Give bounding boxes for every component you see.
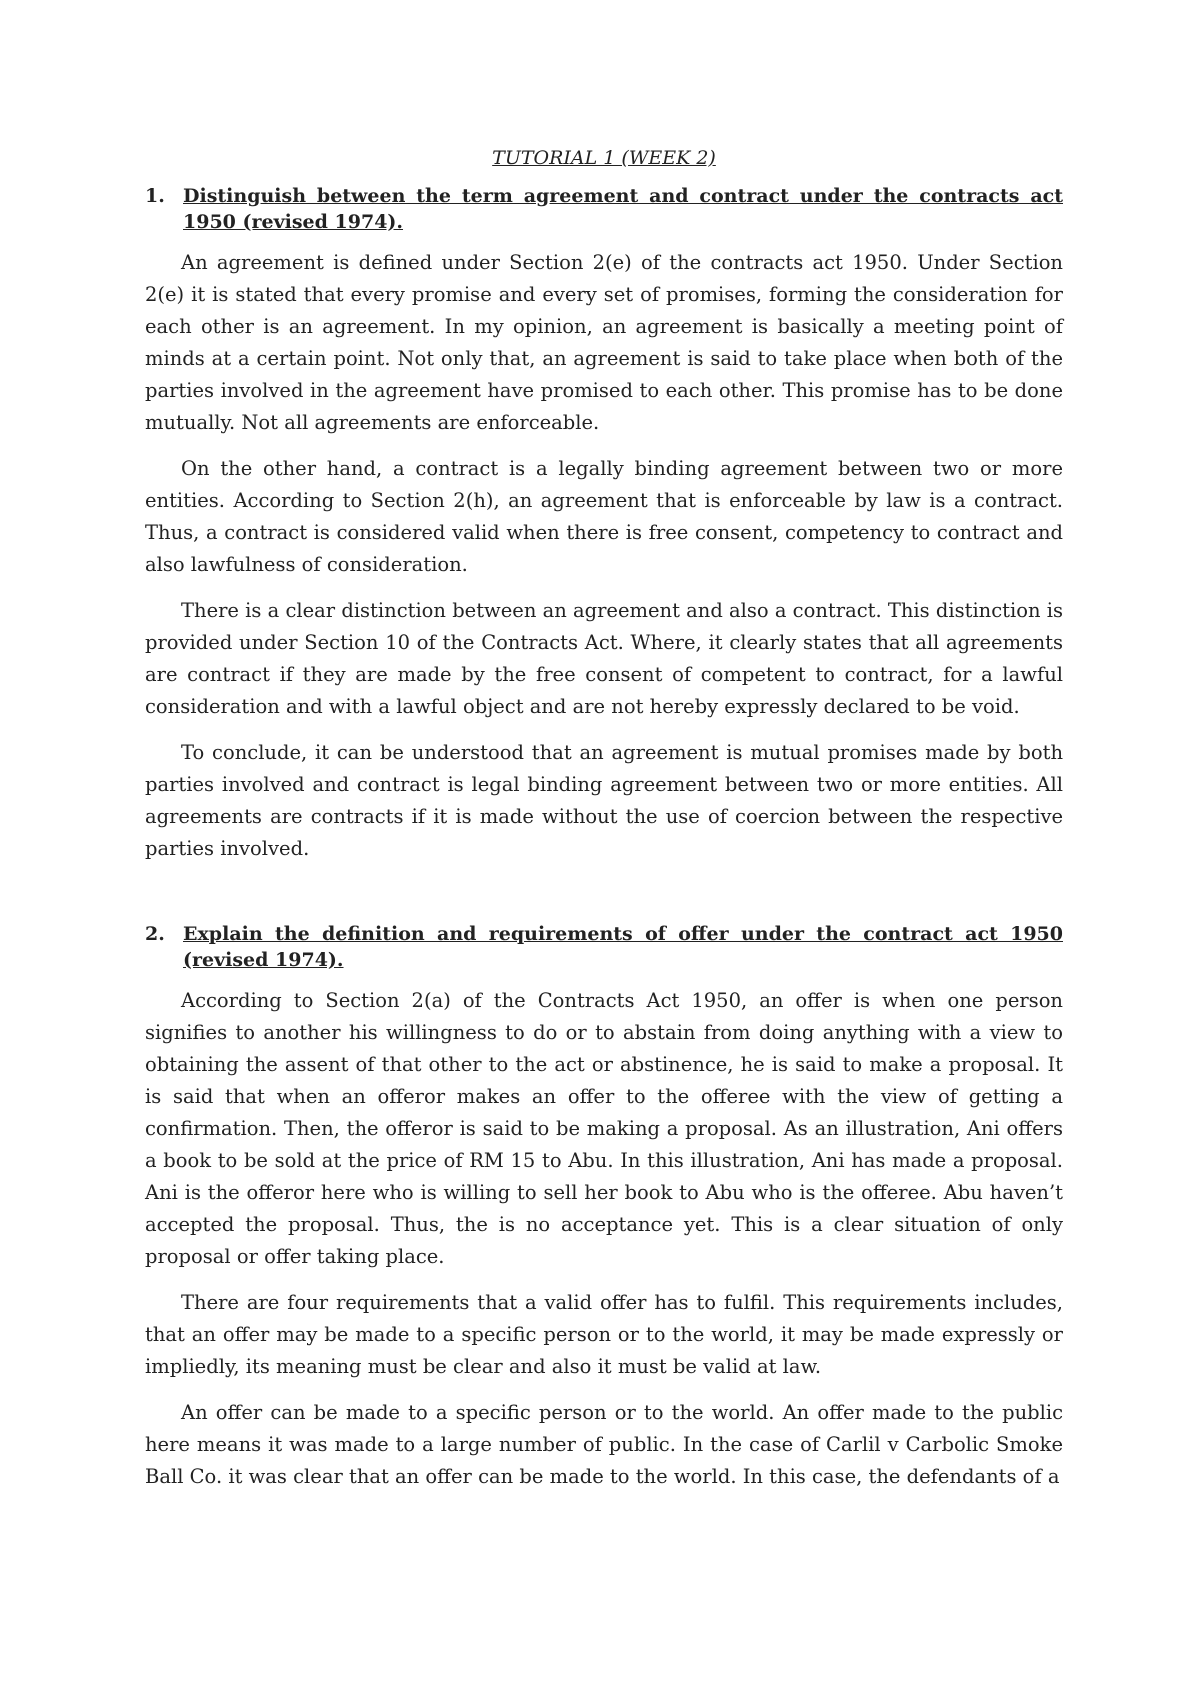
answer-1-paragraph-3: There is a clear distinction between an agreement and also a contract. This distinction is provided under Section 10 of the Contracts Act. Where, it clearly states that all agreements are contract if they are made by the free consent of competent to contract, for a lawful consideration and with a lawful object and are not hereby expressly declared to be void. xyxy=(145,599,1063,718)
question-1 xyxy=(145,183,1063,235)
answer-2-paragraph-2: There are four requirements that a valid offer has to fulfil. This requirements includes, that an offer may be made to a specific person or to the world, it may be made expressly or impliedly, its meaning must be clear and also it must be valid at law. xyxy=(145,1291,1063,1378)
answer-1-paragraph-4: To conclude, it can be understood that an agreement is mutual promises made by both parties involved and contract is legal binding agreement between two or more entities. All agreements are contracts if it is made without the use of coercion between the respective parties involved. xyxy=(145,741,1063,860)
section-spacer xyxy=(145,879,1063,921)
answer-2-paragraph-1: According to Section 2(a) of the Contracts Act 1950, an offer is when one person signifies to another his willingness to do or to abstain from doing anything with a view to obtaining the assent of that other to the act or abstinence, he is said to make a proposal. It is said that when an offeror makes an offer to the offeree with the view of getting a confirmation. Then, the offeror is said to be making a proposal. As an illustration, Ani offers a book to be sold at the price of RM 15 to Abu. In this illustration, Ani has made a proposal. Ani is the offeror here who is willing to sell her book to Abu who is the offeree. Abu haven’t accepted the proposal. Thus, the is no acceptance yet. This is a clear situation of only proposal or offer taking place. xyxy=(145,989,1063,1268)
answer-1-paragraph-1: An agreement is defined under Section 2(e) of the contracts act 1950. Under Section 2(e) it is stated that every promise and every set of promises, forming the consideration for each other is an agreement. In my opinion, an agreement is basically a meeting point of minds at a certain point. Not only that, an agreement is said to take place when both of the parties involved in the agreement have promised to each other. This promise has to be done mutually. Not all agreements are enforceable. xyxy=(145,251,1063,434)
question-2-number: 2. xyxy=(145,923,165,945)
document-body xyxy=(145,145,1063,1507)
answer-2-paragraph-3: An offer can be made to a specific person or to the world. An offer made to the public here means it was made to a large number of public. In the case of Carlil v Carbolic Smoke Ball Co. it was clear that an offer can be made to the world. In this case, the defendants of a xyxy=(145,1401,1063,1488)
question-2 xyxy=(145,921,1063,973)
question-2-heading: Explain the definition and requirements of offer under the contract act 1950 (revised 1974). xyxy=(183,923,1063,971)
answer-1-paragraph-2: On the other hand, a contract is a legally binding agreement between two or more entities. According to Section 2(h), an agreement that is enforceable by law is a contract. Thus, a contract is considered valid when there is free consent, competency to contract and also lawfulness of consideration. xyxy=(145,457,1063,576)
document-title: TUTORIAL 1 (WEEK 2) xyxy=(492,147,716,169)
question-1-number: 1. xyxy=(145,185,165,207)
question-1-heading: Distinguish between the term agreement and contract under the contracts act 1950 (revised 1974). xyxy=(183,185,1063,233)
